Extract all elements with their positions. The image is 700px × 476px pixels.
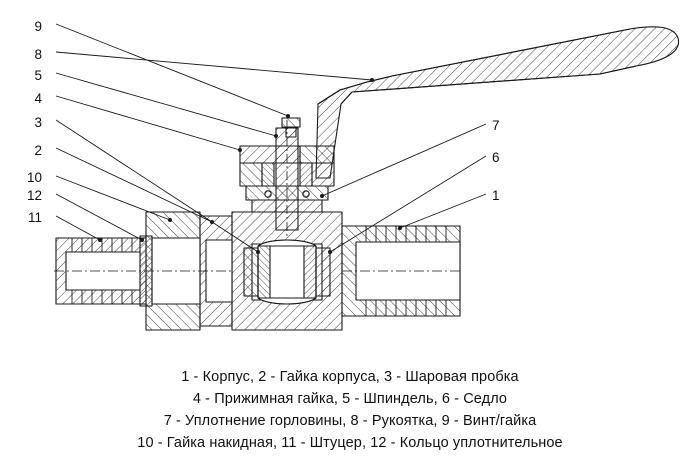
legend-line-4: 10 - Гайка накидная, 11 - Штуцер, 12 - Кольцо уплотнительное bbox=[137, 435, 563, 451]
callout-3: 3 bbox=[34, 115, 42, 130]
callout-9: 9 bbox=[34, 19, 42, 34]
callout-5: 5 bbox=[34, 68, 42, 83]
legend-line-1: 1 - Корпус, 2 - Гайка корпуса, 3 - Шаровая пробка bbox=[181, 369, 519, 385]
callout-7: 7 bbox=[492, 118, 500, 133]
legend-line-3: 7 - Уплотнение горловины, 8 - Рукоятка, 9 - Винт/гайка bbox=[163, 413, 537, 429]
right-body-section bbox=[342, 226, 462, 316]
callout-10: 10 bbox=[26, 170, 42, 185]
callout-4: 4 bbox=[34, 91, 42, 106]
callout-6: 6 bbox=[492, 150, 500, 165]
callout-2: 2 bbox=[34, 143, 42, 158]
callout-11: 11 bbox=[27, 210, 42, 225]
legend-line-2: 4 - Прижимная гайка, 5 - Шпиндель, 6 - Седло bbox=[192, 391, 508, 407]
callout-1: 1 bbox=[492, 188, 500, 203]
callout-8: 8 bbox=[34, 47, 42, 62]
callout-12: 12 bbox=[26, 188, 42, 203]
valve-body bbox=[232, 212, 342, 330]
legend bbox=[0, 366, 700, 454]
